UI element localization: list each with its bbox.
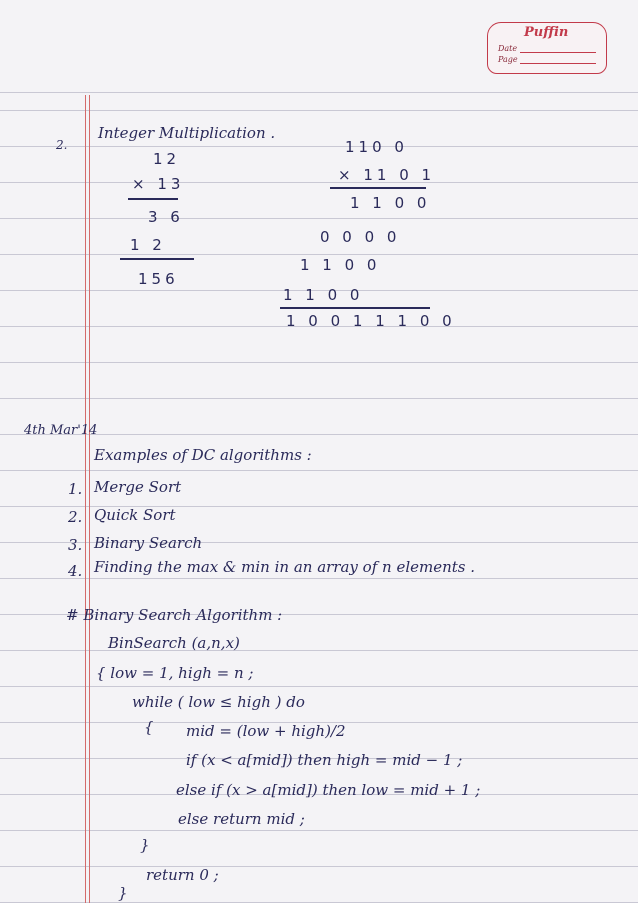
binary-line: 1 1 0 0 <box>350 194 431 212</box>
sum-rule <box>280 307 430 309</box>
page-label: Page <box>498 55 518 64</box>
code-line: else if (x > a[mid]) then low = mid + 1 ; <box>176 781 481 799</box>
binary-line: 1 1 0 0 <box>283 286 364 304</box>
header-rule <box>0 92 638 93</box>
example-number: 2. <box>68 508 83 526</box>
example-item: Merge Sort <box>94 478 182 496</box>
code-line: mid = (low + high)/2 <box>186 722 346 740</box>
code-line: } <box>140 836 150 854</box>
date-entry: 4th Mar'14 <box>24 423 98 438</box>
code-line: while ( low ≤ high ) do <box>132 693 305 711</box>
decimal-line: 3 6 <box>148 208 184 226</box>
date-field-line <box>520 52 596 53</box>
binary-line: 1 0 0 1 1 1 0 0 <box>286 312 456 330</box>
code-line: { low = 1, high = n ; <box>96 664 254 682</box>
logo-brand: Puffin <box>524 25 569 40</box>
binary-line: 0 0 0 0 <box>320 228 401 246</box>
section-number: 2. <box>56 138 68 152</box>
decimal-line: 1 2 <box>130 236 166 254</box>
example-item: Binary Search <box>94 534 203 552</box>
examples-heading: Examples of DC algorithms : <box>94 446 312 464</box>
example-number: 3. <box>68 536 83 554</box>
decimal-line: × 13 <box>132 175 185 193</box>
date-label: Date <box>498 44 518 53</box>
binary-line: 1 1 0 0 <box>300 256 381 274</box>
example-number: 1. <box>68 480 83 498</box>
puffin-logo <box>487 22 607 74</box>
sum-rule <box>120 258 194 260</box>
code-line: { <box>144 718 154 736</box>
sum-rule <box>330 187 426 189</box>
page-field-line <box>520 63 596 64</box>
binary-line: 110 0 <box>345 138 408 156</box>
code-line: return 0 ; <box>146 866 219 884</box>
code-line: } <box>118 884 128 902</box>
example-item: Quick Sort <box>94 506 176 524</box>
code-line: if (x < a[mid]) then high = mid − 1 ; <box>186 751 463 769</box>
example-item: Finding the max & min in an array of n elements . <box>94 558 476 576</box>
decimal-line: 156 <box>138 270 179 288</box>
margin-line <box>89 95 90 903</box>
algorithm-heading: # Binary Search Algorithm : <box>66 606 283 624</box>
sum-rule <box>128 198 178 200</box>
code-line: else return mid ; <box>178 810 305 828</box>
decimal-line: 12 <box>153 150 181 168</box>
margin-line <box>85 95 86 903</box>
example-number: 4. <box>68 562 83 580</box>
binary-line: × 11 0 1 <box>338 166 436 184</box>
code-line: BinSearch (a,n,x) <box>108 634 240 652</box>
section-title: Integer Multiplication . <box>98 124 276 142</box>
